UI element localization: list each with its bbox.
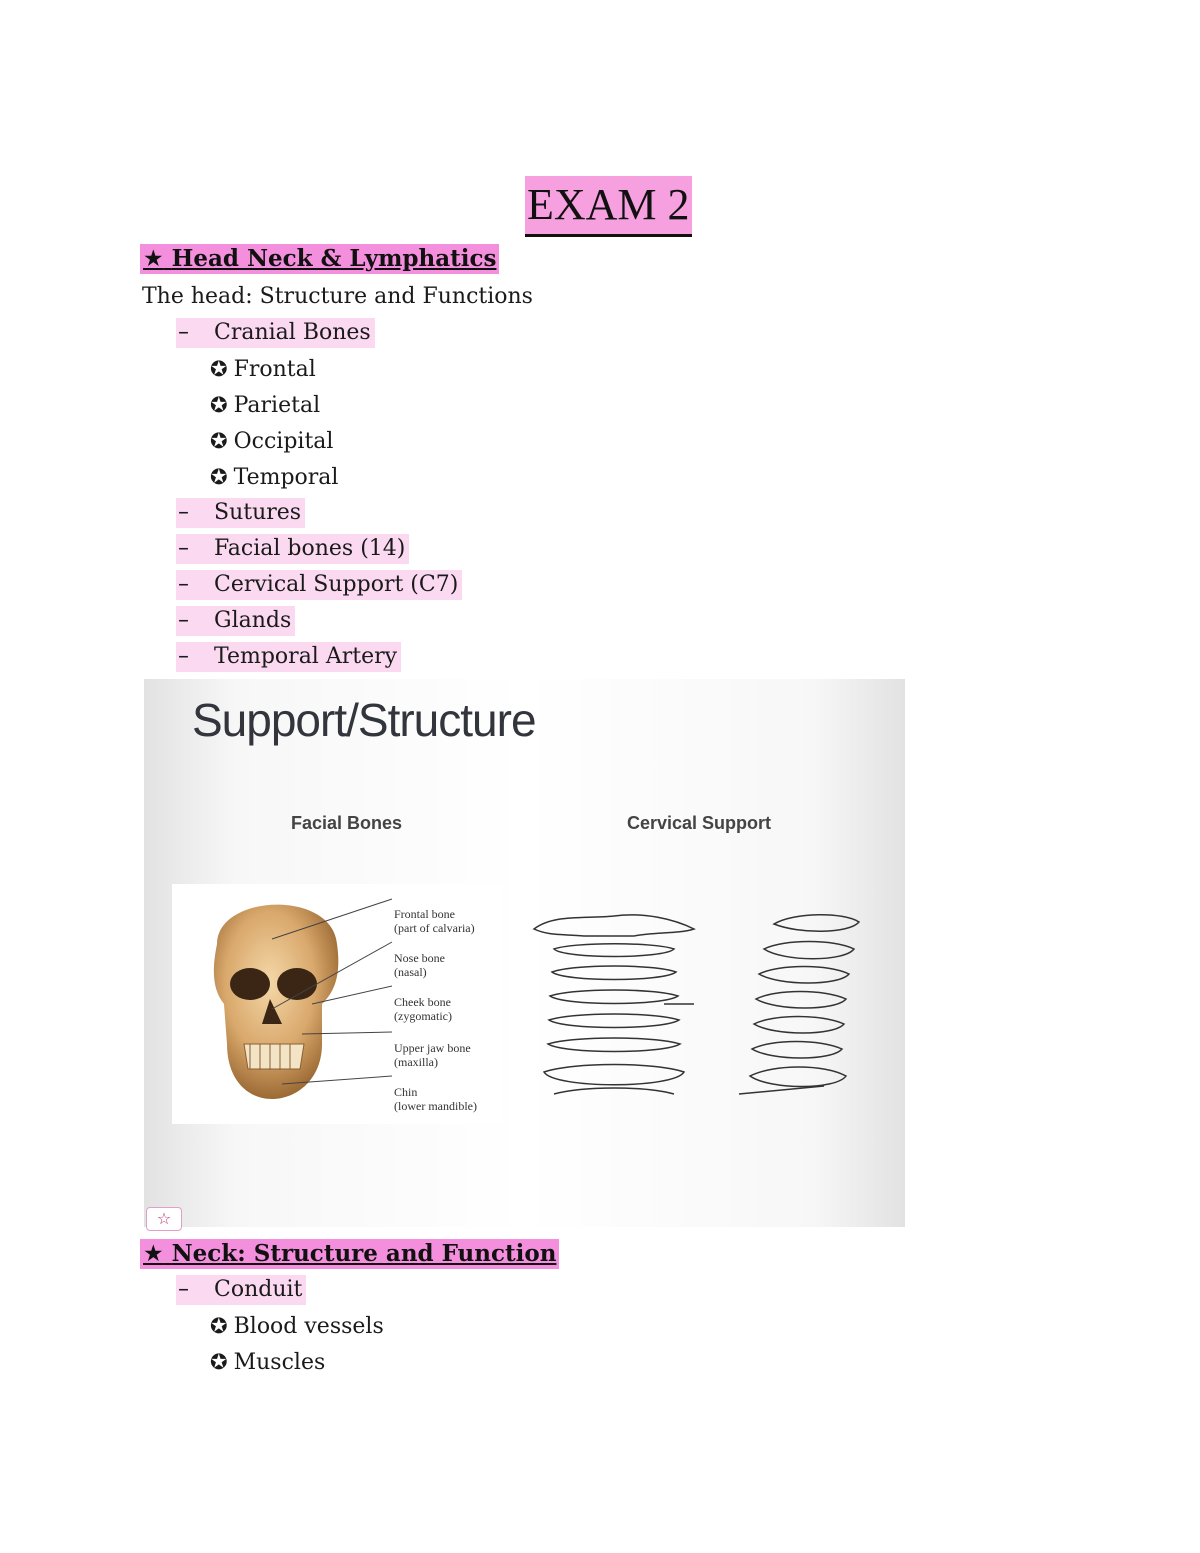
dash-bullet: – bbox=[178, 320, 189, 345]
dash-bullet: – bbox=[178, 536, 189, 561]
dash-bullet: – bbox=[178, 644, 189, 669]
list-item-label: Sutures bbox=[214, 500, 302, 525]
list-item bbox=[176, 570, 462, 600]
slide-cervical-support-heading: Cervical Support bbox=[627, 813, 772, 833]
star-bullet-icon: ✪ bbox=[210, 1350, 228, 1374]
star-bullet-icon: ✪ bbox=[210, 465, 228, 489]
list-item bbox=[176, 606, 295, 636]
list-item-label: Cervical Support (C7) bbox=[214, 572, 459, 597]
dash-bullet: – bbox=[178, 608, 189, 633]
dash-bullet: – bbox=[178, 1277, 189, 1302]
list-item-label: Glands bbox=[214, 608, 292, 633]
list-item-label: Cranial Bones bbox=[214, 320, 371, 345]
skull-label: Nose bone (nasal) bbox=[394, 951, 445, 979]
sub-list-item bbox=[210, 354, 316, 385]
section-heading-text: Neck: Structure and Function bbox=[171, 1240, 557, 1267]
list-item bbox=[176, 534, 409, 564]
page-title: EXAM 2 bbox=[525, 176, 692, 237]
skull-label: Cheek bone (zygomatic) bbox=[394, 995, 452, 1023]
sub-item-label: Occipital bbox=[233, 429, 334, 454]
star-bullet-icon: ✪ bbox=[210, 357, 228, 381]
sub-item-label: Temporal bbox=[233, 465, 339, 490]
dash-bullet: – bbox=[178, 500, 189, 525]
sub-list-item bbox=[210, 1311, 384, 1342]
list-item-label: Conduit bbox=[214, 1277, 303, 1302]
section-heading-text: Head Neck & Lymphatics bbox=[171, 245, 497, 272]
sub-item-label: Frontal bbox=[233, 357, 316, 382]
section-heading-neck bbox=[140, 1239, 559, 1269]
star-icon: ★ bbox=[143, 246, 164, 272]
sub-item-label: Muscles bbox=[233, 1350, 326, 1375]
star-bullet-icon: ✪ bbox=[210, 1314, 228, 1338]
sub-list-item bbox=[210, 426, 333, 457]
dash-bullet: – bbox=[178, 572, 189, 597]
embedded-slide-image bbox=[144, 679, 905, 1227]
section-heading-head-neck bbox=[140, 244, 499, 274]
sub-item-label: Parietal bbox=[233, 393, 321, 418]
skull-label: Chin (lower mandible) bbox=[394, 1085, 477, 1113]
list-item bbox=[176, 318, 375, 348]
list-item-label: Temporal Artery bbox=[214, 644, 398, 669]
slide-facial-bones-heading: Facial Bones bbox=[291, 813, 403, 833]
list-item-label: Facial bones (14) bbox=[214, 536, 406, 561]
cervical-spine-illustration bbox=[524, 904, 884, 1119]
star-icon: ★ bbox=[143, 1241, 164, 1267]
star-bullet-icon: ✪ bbox=[210, 393, 228, 417]
intro-line: The head: Structure and Functions bbox=[142, 284, 533, 309]
slide-title: Support/Structure bbox=[192, 694, 536, 746]
sub-list-item bbox=[210, 462, 338, 493]
skull-label: Upper jaw bone (maxilla) bbox=[394, 1041, 471, 1069]
list-item bbox=[176, 642, 401, 672]
sub-item-label: Blood vessels bbox=[233, 1314, 384, 1339]
list-item bbox=[176, 1275, 306, 1305]
list-item bbox=[176, 498, 305, 528]
skull-label: Frontal bone (part of calvaria) bbox=[394, 907, 475, 935]
star-bullet-icon: ✪ bbox=[210, 429, 228, 453]
sub-list-item bbox=[210, 1347, 325, 1378]
sub-list-item bbox=[210, 390, 320, 421]
star-icon: ☆ bbox=[146, 1207, 182, 1231]
